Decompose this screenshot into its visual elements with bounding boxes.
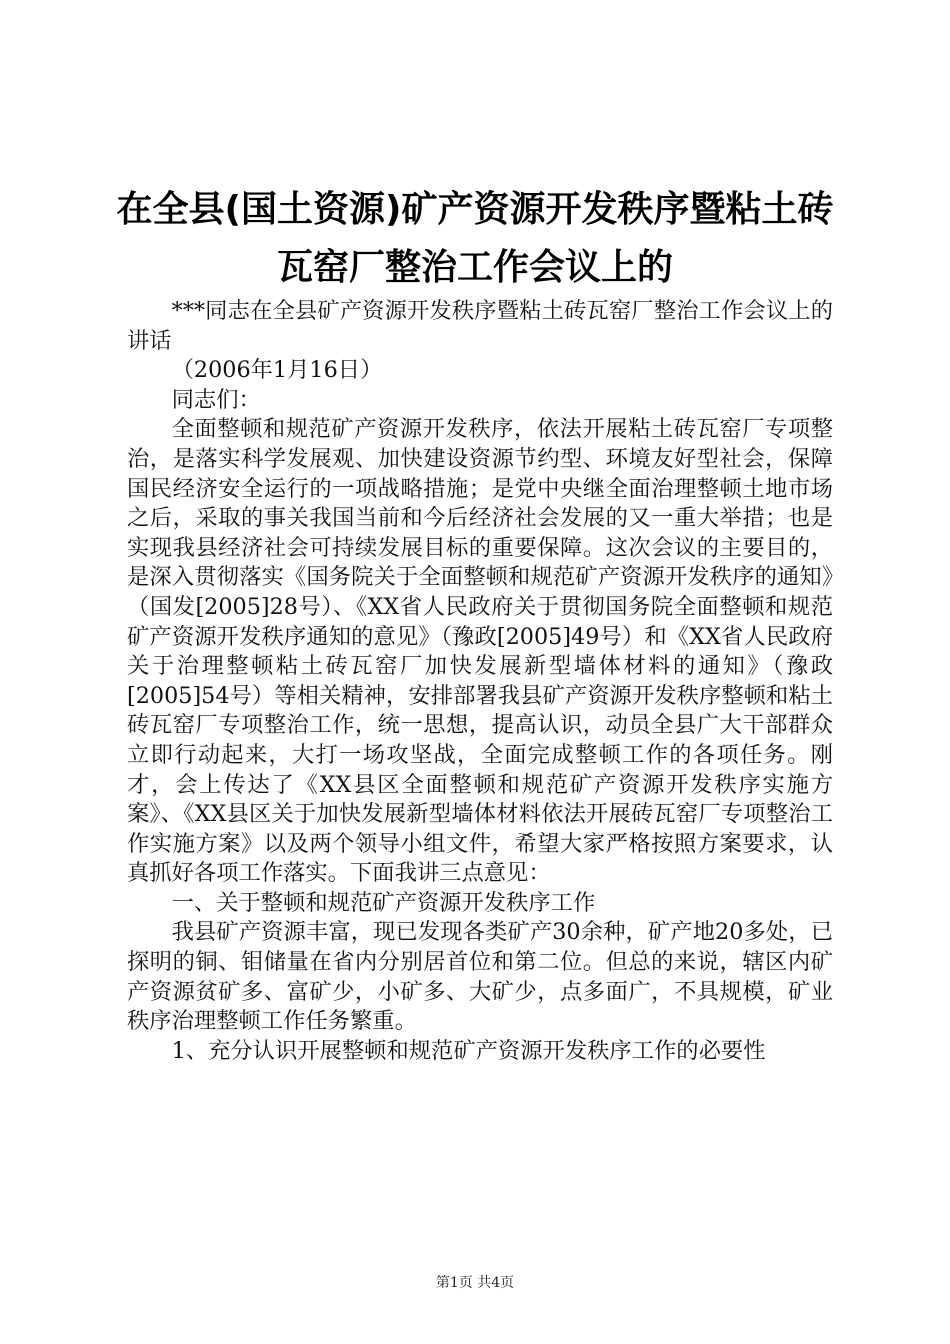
document-title-line-2: 瓦窑厂整治工作会议上的 (276, 247, 673, 288)
speech-date: （2006年1月16日） (171, 357, 383, 384)
speech-subtitle: ***同志在全县矿产资源开发秩序暨粘土砖瓦窑厂整治工作会议上的讲话 (127, 298, 833, 354)
document-body (127, 297, 833, 1066)
page-number-footer: 第1页 共4页 (435, 1275, 515, 1291)
document-title-line-1: 在全县(国土资源)矿产资源开发秩序暨粘土砖 (116, 189, 834, 230)
body-paragraph: 全面整顿和规范矿产资源开发秩序，依法开展粘土砖瓦窑厂专项整治，是落实科学发展观、加快建设资源节约型、环境友好型社会，保障国民经济安全运行的一项战略措施；是党中央继全面治理整顿土地市场之后，采取的事关我国当前和今后经济社会发展的又一重大举措；也是实现我县经济社会可持续发展目标的重要保障。这次会议的主要目的，是深入贯彻落实《国务院关于全面整顿和规范矿产资源开发秩序的通知》（国发[2005]28号）、《XX省人民政府关于贯彻国务院全面整顿和规范矿产资源开发秩序通知的意见》（豫政[2005]49号）和《XX省人民政府关于治理整顿粘土砖瓦窑厂加快发展新型墙体材料的通知》（豫政[2005]54号）等相关精神，安排部署我县矿产资源开发秩序整顿和粘土砖瓦窑厂专项整治工作，统一思想，提高认识，动员全县广大干部群众立即行动起来，大打一场攻坚战，全面完成整顿工作的各项任务。刚才，会上传达了《XX县区全面整顿和规范矿产资源开发秩序实施方案》、《XX县区关于加快发展新型墙体材料依法开展砖瓦窑厂专项整治工作实施方案》以及两个领导小组文件，希望大家严格按照方案要求，认真抓好各项工作落实。下面我讲三点意见： (127, 416, 833, 887)
body-paragraph: 我县矿产资源丰富，现已发现各类矿产30余种，矿产地20多处，已探明的铜、钼储量在省内分别居首位和第二位。但总的来说，辖区内矿产资源贫矿多、富矿少，小矿多、大矿少，点多面广，不具规模，矿业秩序治理整顿工作任务繁重。 (127, 919, 833, 1035)
salutation: 同志们： (171, 386, 261, 413)
section-heading: 一、关于整顿和规范矿产资源开发秩序工作 (171, 889, 596, 916)
subsection-heading: 1、充分认识开展整顿和规范矿产资源开发秩序工作的必要性 (171, 1037, 766, 1064)
